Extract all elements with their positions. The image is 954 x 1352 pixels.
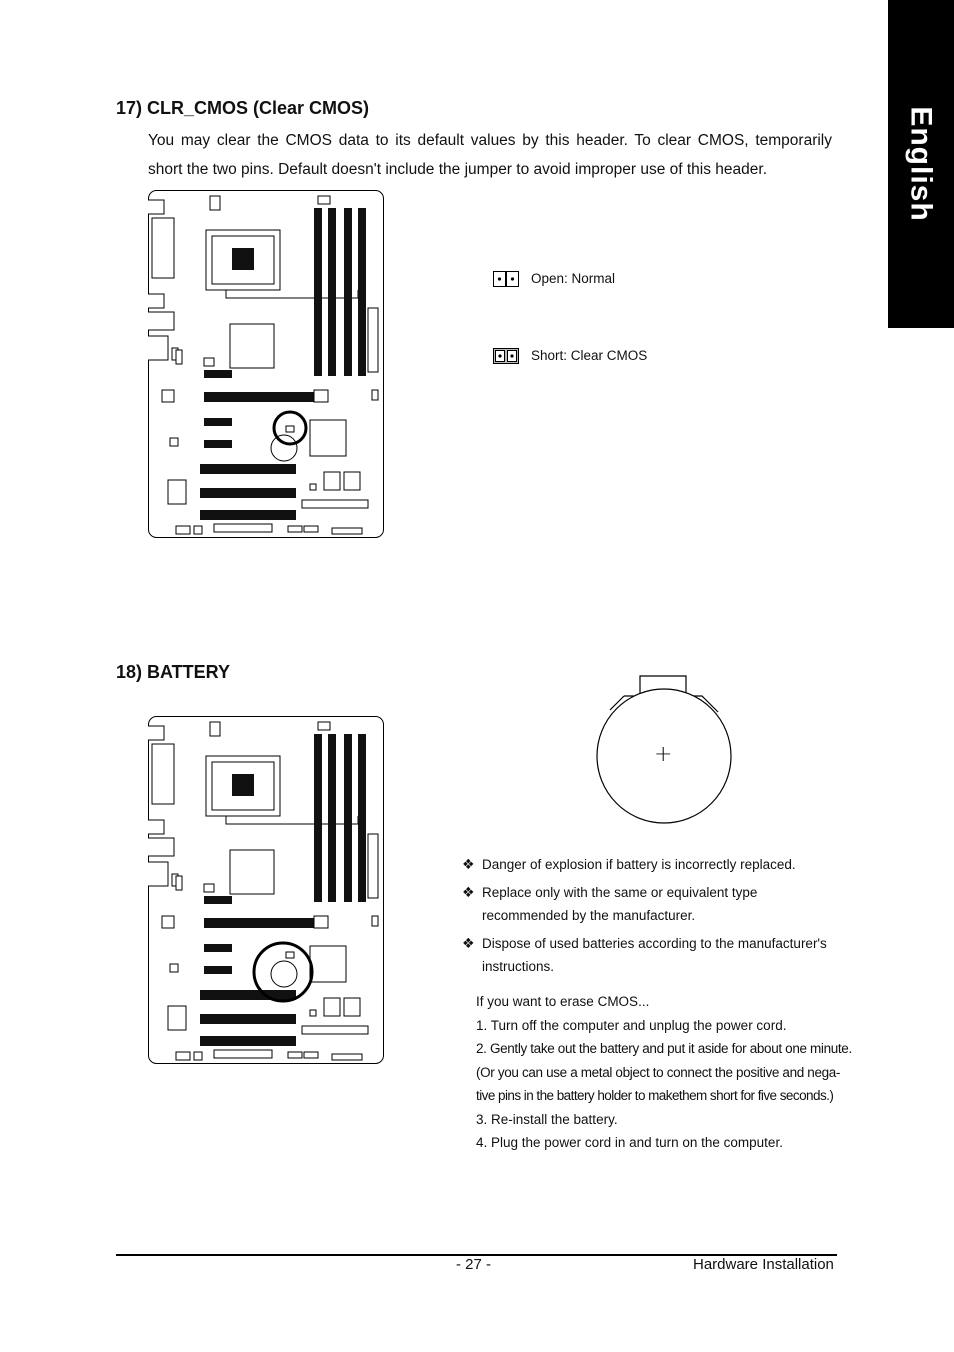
erase-step: 4. Plug the power cord in and turn on the computer. (476, 1135, 783, 1150)
erase-step: 3. Re-install the battery. (476, 1111, 618, 1127)
motherboard-diagram-battery (148, 716, 384, 1064)
jumper-open-icon (493, 271, 519, 292)
warning-item (462, 932, 842, 980)
diamond-bullet-icon: ❖ (462, 856, 475, 872)
battery-illustration (594, 674, 736, 824)
diamond-bullet-icon: ❖ (462, 935, 475, 951)
motherboard-diagram-clr-cmos (148, 190, 384, 538)
warning-item (462, 853, 842, 877)
erase-cmos-intro: If you want to erase CMOS... (476, 994, 650, 1009)
section-17-body: You may clear the CMOS data to its default values by this header. To clear CMOS, temporarily short the two pins. Default doesn't include the jumper to avoid improper use of this header. (148, 132, 832, 178)
diamond-bullet-icon: ❖ (462, 884, 475, 900)
section-17-heading: 17) CLR_CMOS (Clear CMOS) (116, 98, 370, 118)
battery-positive-symbol: + (654, 742, 673, 767)
section-18-heading: 18) BATTERY (116, 662, 231, 682)
language-tab (888, 0, 954, 328)
erase-cmos-steps (476, 990, 852, 1155)
erase-step: 2. Gently take out the battery and put it aside for about one minute. (476, 1041, 852, 1056)
erase-step: (Or you can use a metal object to connect the positive and nega- (476, 1064, 841, 1080)
jumper-short-icon (493, 348, 519, 369)
warning-text: Replace only with the same or equivalent type recommended by the manufacturer. (482, 885, 758, 923)
warning-item (462, 881, 842, 929)
warning-text: Danger of explosion if battery is incorrectly replaced. (482, 857, 796, 872)
motherboard-layout-svg (148, 716, 384, 1064)
erase-step: 1. Turn off the computer and unplug the power cord. (476, 1017, 787, 1033)
motherboard-layout-svg (148, 190, 384, 538)
jumper-short-label: Short: Clear CMOS (531, 348, 648, 363)
footer-section-title: Hardware Installation (693, 1256, 834, 1273)
erase-step: tive pins in the battery holder to makethem short for five seconds.) (476, 1088, 834, 1103)
language-tab-label: English (905, 106, 938, 222)
page-number: - 27 - (456, 1256, 492, 1273)
warning-text: Dispose of used batteries according to the manufacturer's instructions. (482, 936, 827, 974)
jumper-open-label: Open: Normal (531, 271, 616, 286)
